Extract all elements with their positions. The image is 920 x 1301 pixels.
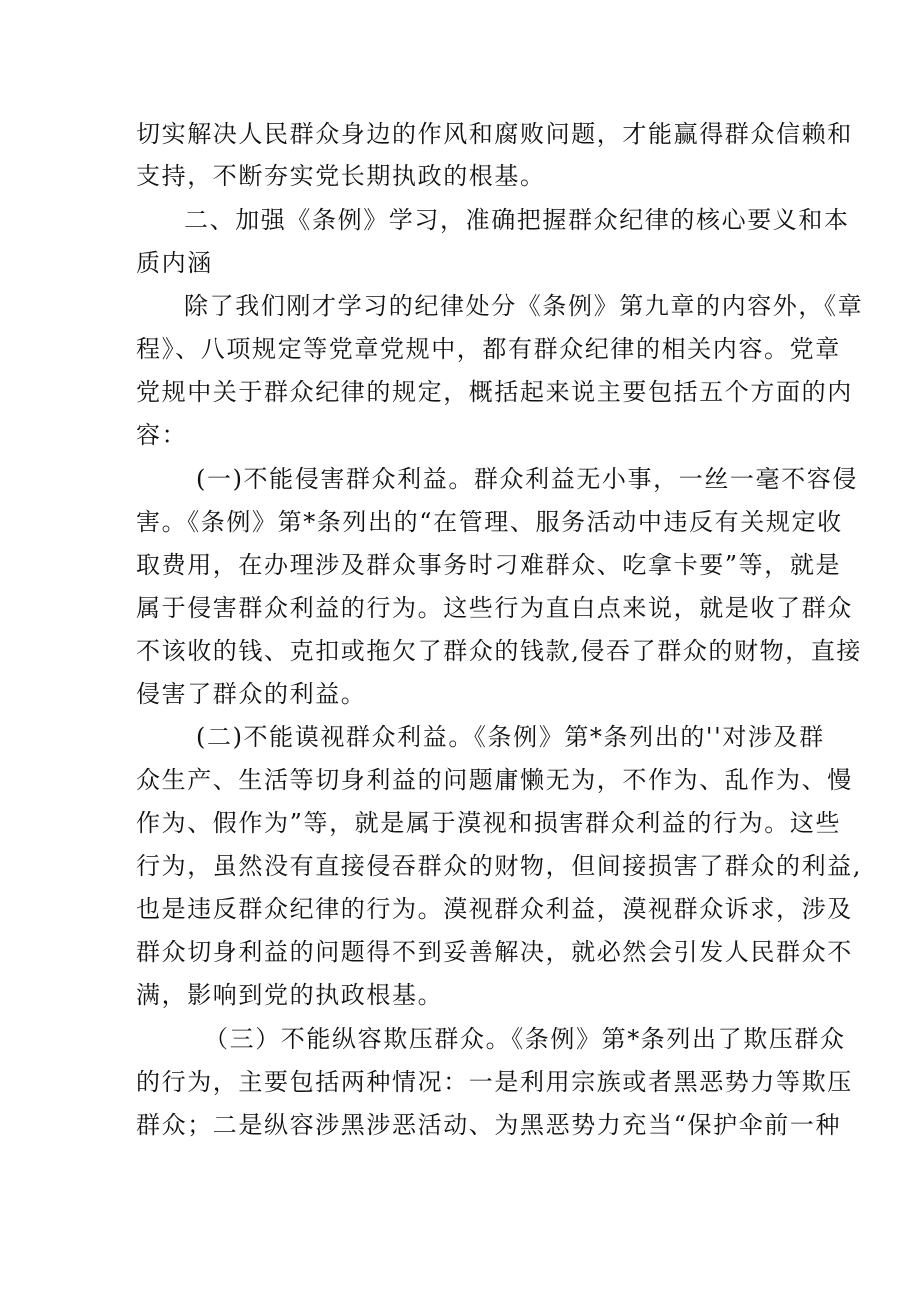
body-line: 行为，虽然没有直接侵吞群众的财物，但间接损害了群众的利益, — [136, 852, 863, 880]
body-line: 群众切身利益的问题得不到妥善解决，就必然会引发人民群众不 — [136, 938, 853, 966]
body-line: 群众；二是纵容涉黑涉恶活动、为黑恶势力充当“保护伞前一种 — [136, 1111, 842, 1139]
body-line: 切实解决人民群众身边的作风和腐败问题，才能赢得群众信赖和 — [136, 120, 853, 148]
body-line: 取费用，在办理涉及群众事务时刁难群众、吃拿卡要”等，就是 — [136, 551, 842, 579]
body-line: 作为、假作为”等，就是属于漠视和损害群众利益的行为。这些 — [136, 809, 842, 837]
body-line: 的行为，主要包括两种情况：一是利用宗族或者黑恶势力等欺压 — [136, 1068, 853, 1096]
body-line: 众生产、生活等切身利益的问题庸懒无为，不作为、乱作为、慢 — [136, 766, 853, 794]
body-line: 也是违反群众纪律的行为。漠视群众利益，漠视群众诉求，涉及 — [136, 895, 853, 923]
item-heading-line: (一)不能侵害群众利益。群众利益无小事，一丝一毫不容侵 — [196, 465, 858, 493]
body-line: 害。《条例》第*条列出的“在管理、服务活动中违反有关规定收 — [136, 508, 843, 536]
item-heading-line: (二)不能谟视群众利益。《条例》第*条列出的''对涉及群 — [196, 723, 825, 751]
body-line: 党规中关于群众纪律的规定，概括起来说主要包括五个方面的内 — [136, 378, 853, 406]
body-line: 侵害了群众的利益。 — [136, 680, 367, 708]
body-line: 不该收的钱、克扣或拖欠了群众的钱款,侵吞了群众的财物，直接 — [136, 637, 863, 665]
body-line: 程》、八项规定等党章党规中，都有群众纪律的相关内容。党章 — [136, 335, 841, 363]
body-line: 属于侵害群众利益的行为。这些行为直白点来说，就是收了群众 — [136, 594, 853, 622]
body-line: 容： — [136, 421, 188, 449]
section-heading-line: 质内涵 — [136, 249, 213, 277]
body-line: 支持，不断夯实党长期执政的根基。 — [136, 162, 546, 190]
body-line: 满，影响到党的执政根基。 — [136, 981, 444, 1009]
item-heading-line: （三）不能纵容欺压群众。《条例》第*条列出了欺压群众 — [204, 1025, 846, 1053]
body-line: 除了我们刚才学习的纪律处分《条例》第九章的内容外，《章 — [184, 292, 864, 320]
section-heading-line: 二、加强《条例》学习，准确把握群众纪律的核心要义和本 — [184, 206, 850, 234]
